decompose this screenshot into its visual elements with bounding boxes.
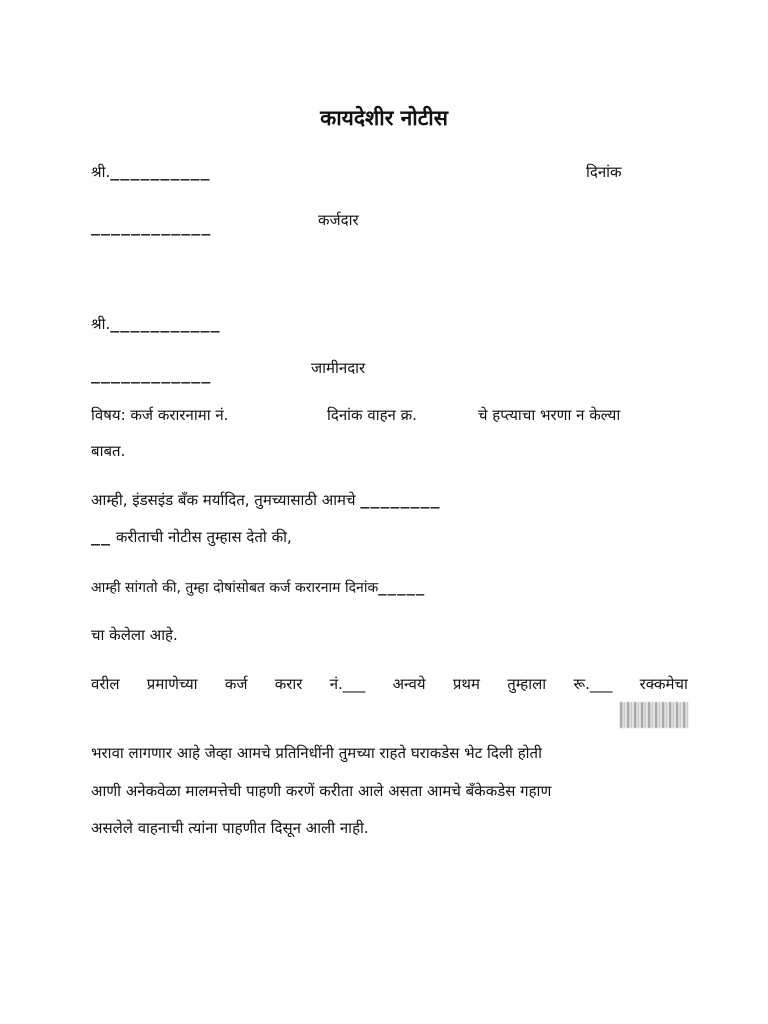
guarantor-prefix: श्री. [91,315,111,333]
para2-line-2: चा केलेला आहे. [91,626,178,644]
para4-line-3: असलेले वाहनाची त्यांना पाहणीत दिसून आली नाही. [91,819,369,837]
date-label: दिनांक [586,163,622,181]
guarantor-role-label: जामीनदार [311,359,366,377]
subject-part-3: चे हप्त्याचा भरणा न केल्या [478,406,621,424]
guarantor-address-blank [91,364,211,386]
borrower-prefix: श्री. [91,163,111,181]
para2-blank-1: _____ [378,580,426,596]
para3-word: करार [274,675,303,693]
scan-artifact [620,702,688,728]
para3-word: तुम्हाला [507,675,547,693]
para3-word: रू.___ [573,675,613,693]
guarantor-blank-2: ____________ [91,366,212,384]
para1-blank-2: __ [91,528,112,546]
borrower-name-blank: __________ [110,163,211,181]
para4-line-1: भरावा लागणार आहे जेव्हा आमचे प्रतिनिधींनी तुमच्या राहते घराकडेस भेट दिली होती [91,744,542,762]
para3-word: प्रमाणेच्या [146,675,198,693]
para1-text-1: आम्ही, इंडसइंड बॅंक मर्यादित, तुमच्यासाठी आमचे [91,491,356,509]
para3-word: रक्कमेचा [639,675,688,693]
borrower-role-label: कर्जदार [318,211,359,229]
subject-line-2: बाबत. [91,442,126,460]
subject-part-2: दिनांक वाहन क्र. [327,406,417,424]
subject-part-1: विषय: कर्ज करारनामा नं. [91,406,229,424]
para2-text-1: आम्ही सांगतो की, तुम्हा दोषांसोबत कर्ज करारनाम दिनांक [91,580,379,596]
borrower-address-blank [91,216,211,238]
guarantor-name-blank: ___________ [110,315,221,333]
para3-word: प्रथम [452,675,480,693]
para3-word: अन्वये [392,675,426,693]
para1-line-2 [91,526,292,548]
para3-line [91,673,688,695]
para4-line-2: आणी अनेकवेळा मालमत्तेची पाहणी करणें करीता आले असता आमचे बॅंकेकडेस गहाण [91,782,552,800]
borrower-name-line [91,161,211,183]
para1-text-2: करीताची नोटीस तुम्हास देतो की, [115,528,292,546]
para3-word: वरील [91,675,120,693]
para1-blank-1: ________ [360,491,441,509]
guarantor-name-line [91,313,221,335]
borrower-blank-2: ____________ [91,218,212,236]
para3-word: कर्ज [224,675,248,693]
para1-line-1 [91,489,441,511]
para3-word: नं.___ [329,675,366,693]
document-title: कायदेशीर नोटीस [320,106,448,130]
para2-line-1 [91,577,425,599]
